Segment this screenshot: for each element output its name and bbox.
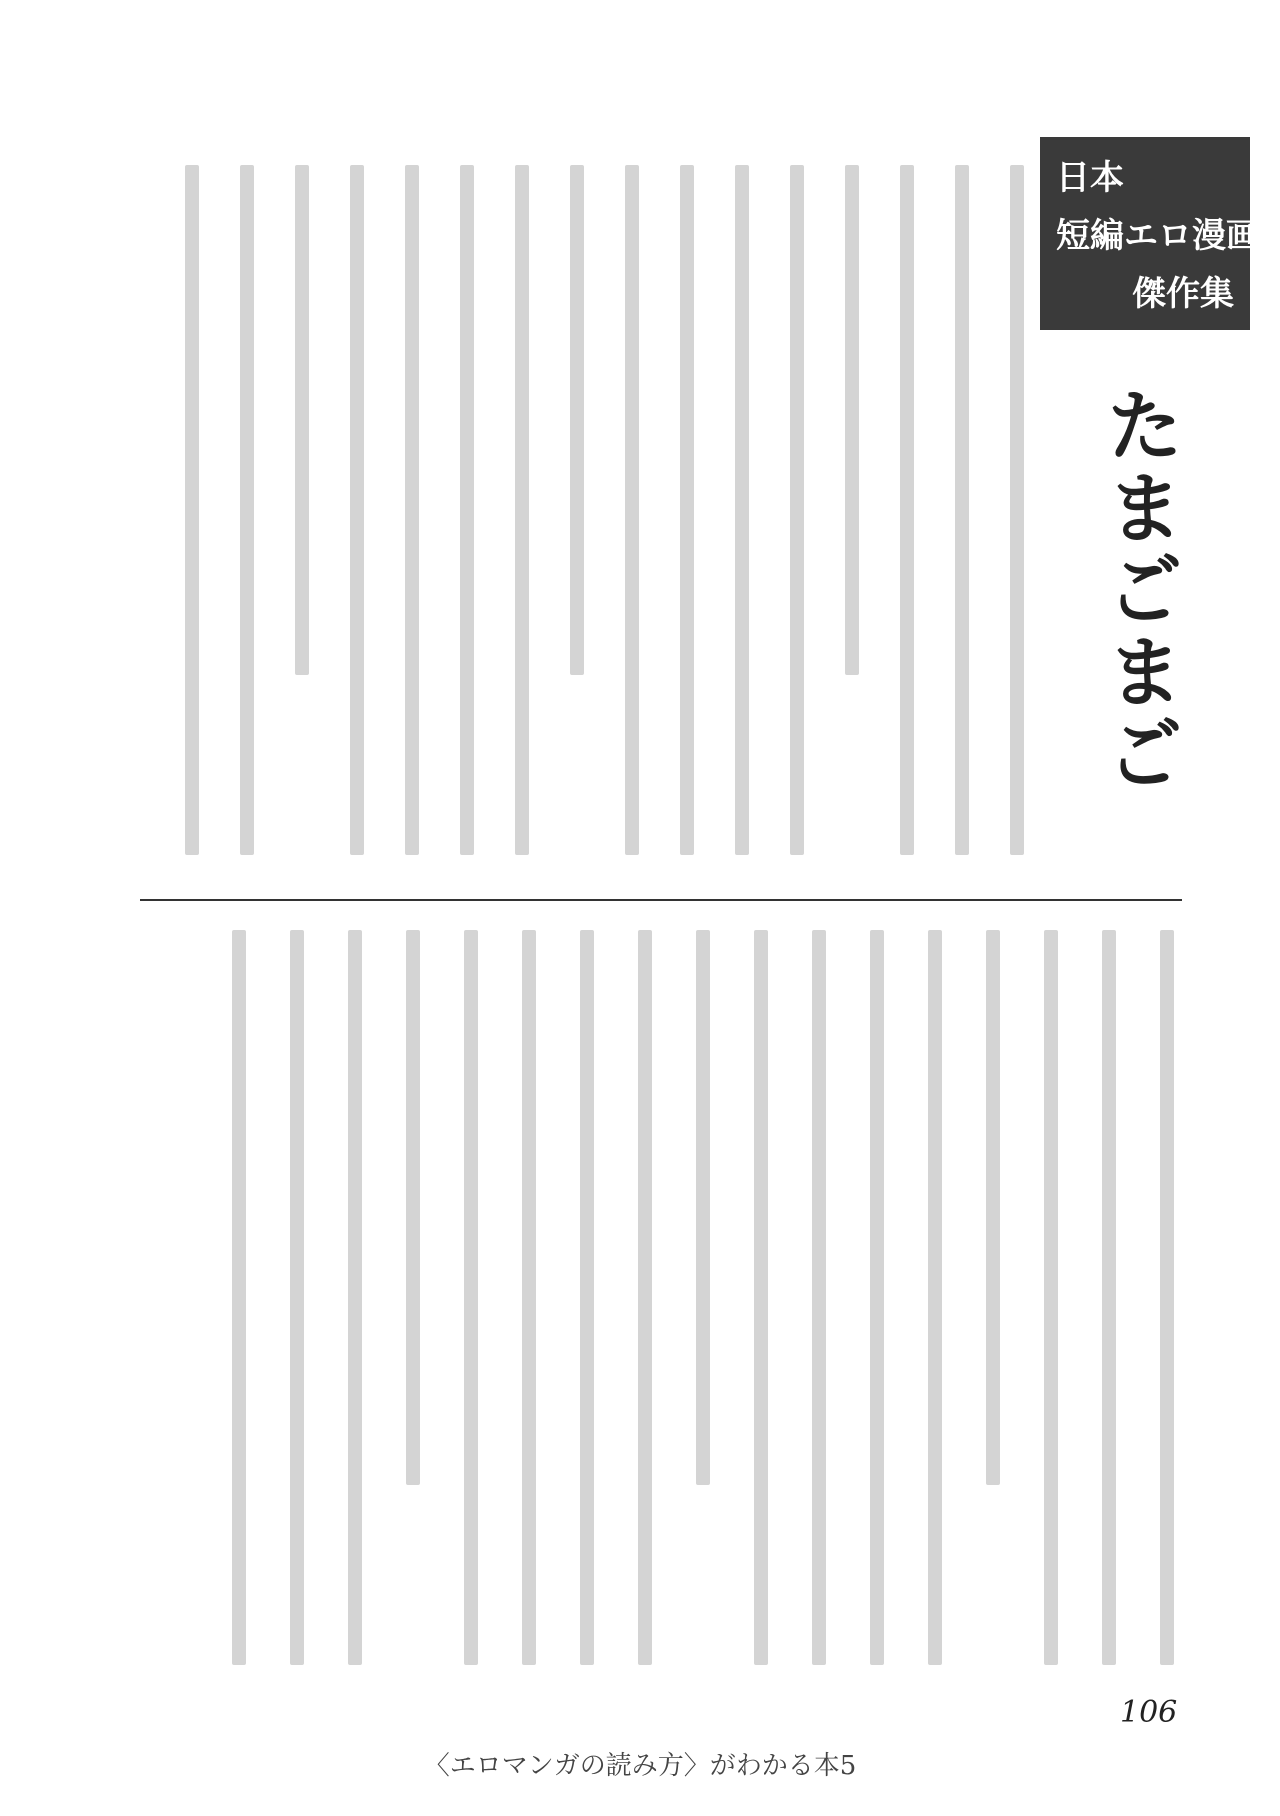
text-column-redacted <box>515 165 529 855</box>
author-heading: たまごまご <box>1093 385 1184 795</box>
text-column-redacted <box>812 930 826 1665</box>
text-column-redacted <box>464 930 478 1665</box>
text-column-redacted <box>580 930 594 1665</box>
text-column-redacted <box>290 930 304 1665</box>
text-column-redacted <box>232 930 246 1665</box>
series-title-line: 日本 <box>1056 158 1124 198</box>
text-column-redacted <box>406 930 420 1485</box>
text-column-redacted <box>185 165 199 855</box>
text-column-redacted <box>790 165 804 855</box>
text-column-redacted <box>350 165 364 855</box>
text-column-redacted <box>735 165 749 855</box>
series-title-box <box>1040 137 1260 330</box>
text-column-redacted <box>845 165 859 675</box>
text-column-redacted <box>240 165 254 855</box>
text-column-redacted <box>986 930 1000 1485</box>
text-column-redacted <box>928 930 942 1665</box>
text-column-redacted <box>680 165 694 855</box>
text-column-redacted <box>348 930 362 1665</box>
text-column-redacted <box>522 930 536 1665</box>
text-column-redacted <box>460 165 474 855</box>
text-column-redacted <box>754 930 768 1665</box>
page-number: 106 <box>1120 1695 1178 1730</box>
text-column-redacted <box>625 165 639 855</box>
section-divider <box>140 899 1182 901</box>
text-column-redacted <box>1010 165 1024 855</box>
series-title-line: 短編エロ漫画 <box>1056 216 1260 256</box>
text-column-redacted <box>570 165 584 675</box>
text-column-redacted <box>405 165 419 855</box>
text-column-redacted <box>638 930 652 1665</box>
text-column-redacted <box>870 930 884 1665</box>
text-column-redacted <box>1102 930 1116 1665</box>
series-title-line: 傑作集 <box>1132 274 1234 314</box>
text-column-redacted <box>696 930 710 1485</box>
footer-title: 〈エロマンガの読み方〉がわかる本5 <box>423 1751 857 1781</box>
text-column-redacted <box>1044 930 1058 1665</box>
text-column-redacted <box>955 165 969 855</box>
text-column-redacted <box>900 165 914 855</box>
text-column-redacted <box>1160 930 1174 1665</box>
text-column-redacted <box>295 165 309 675</box>
